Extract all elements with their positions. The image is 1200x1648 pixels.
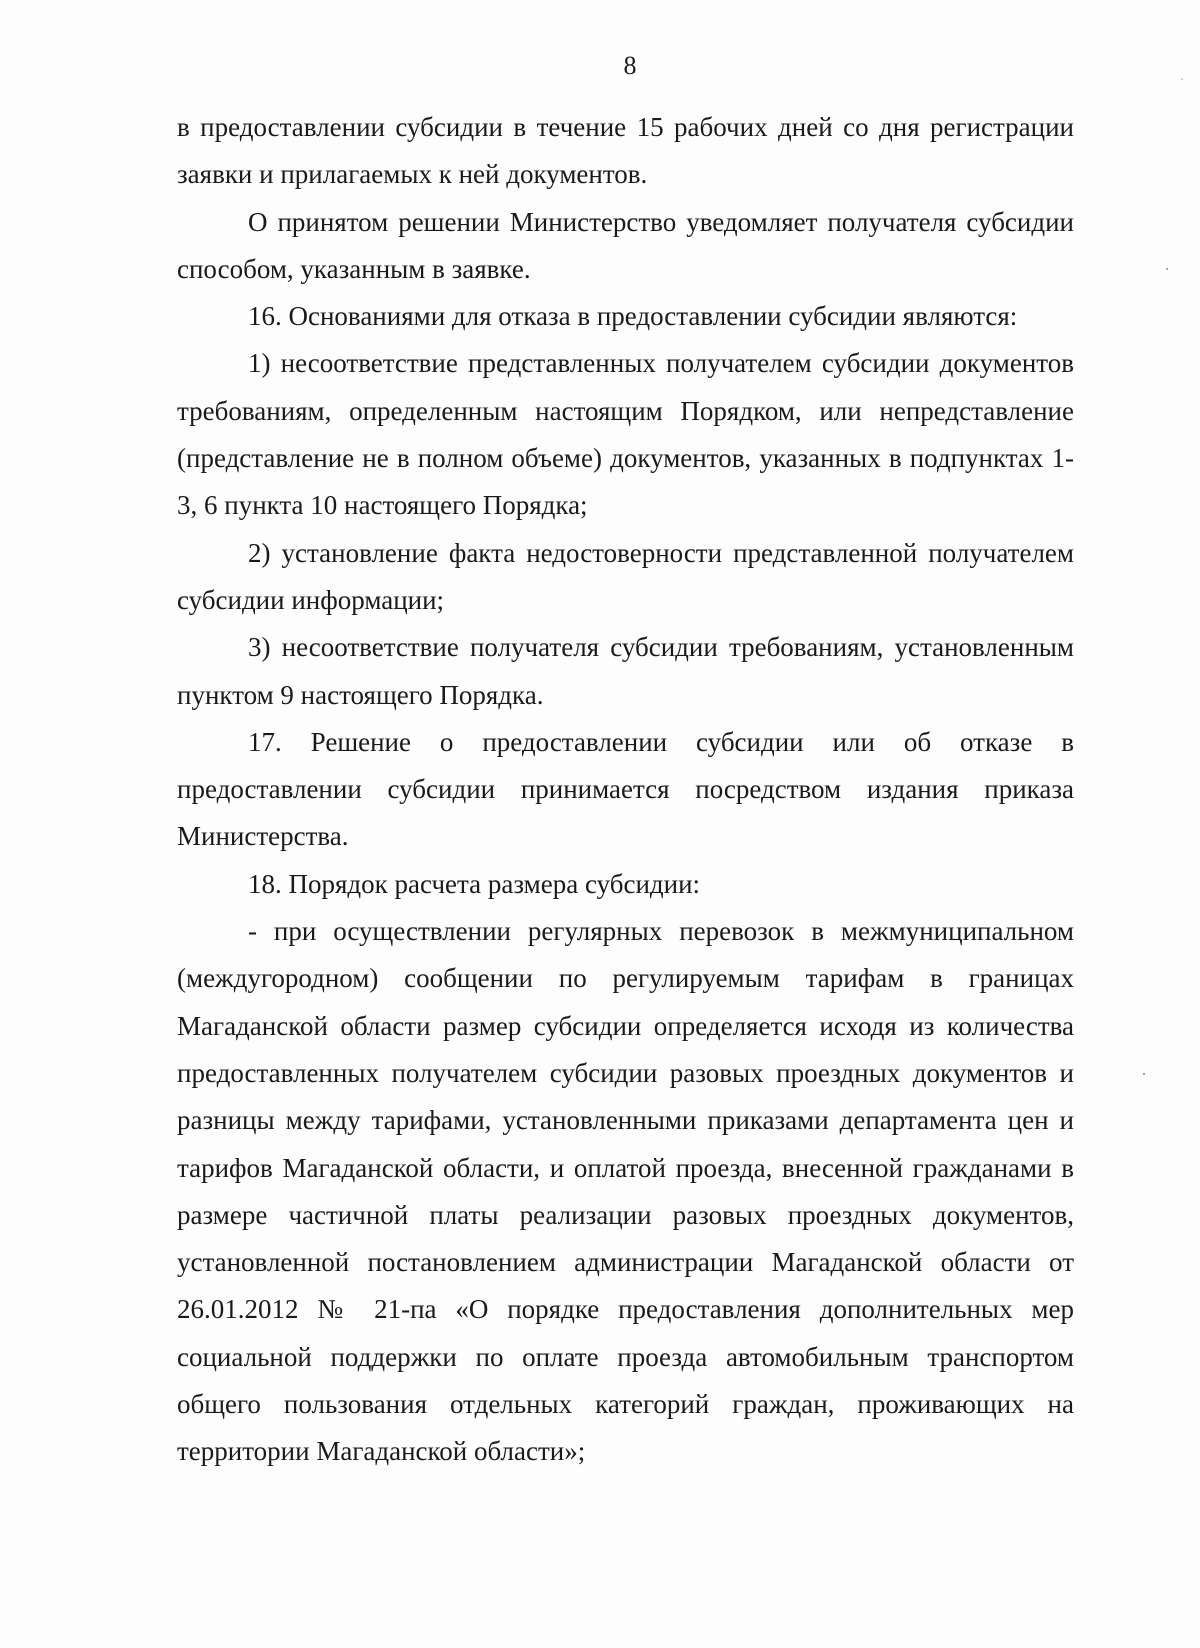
- paragraph-17: 17. Решение о предоставлении субсидии или об отказе в предоставлении субсидии принимается посредством издания приказа Министерства.: [177, 726, 1074, 852]
- document-body: [177, 104, 1074, 1476]
- page-number: 8: [623, 51, 637, 80]
- paragraph-16-item-1: 1) несоответствие представленных получателем субсидии документов требованиям, определенным настоящим Порядком, или непредставление (представление не в полном объеме) документов, указанных в подпунктах 1-3, 6 пункта 10 настоящего Порядка;: [177, 348, 1074, 521]
- paragraph-16-item-3: 3) несоответствие получателя субсидии требованиям, установленным пунктом 9 настоящего Порядка.: [177, 632, 1074, 710]
- scan-speck: [1166, 268, 1168, 270]
- paragraph-18-heading: 18. Порядок расчета размера субсидии:: [248, 868, 701, 899]
- paragraph-continuation: в предоставлении субсидии в течение 15 рабочих дней со дня регистрации заявки и прилагаемых к ней документов.: [177, 112, 1074, 190]
- paragraph-18-item: - при осуществлении регулярных перевозок в межмуниципальном (междугородном) сообщении по регулируемым тарифам в границах Магаданской области размер субсидии определяется исходя из количества предоставленных получателем субсидии разовых проездных документов и разницы между тарифами, установленными приказами департамента цен и тарифов Магаданской области, и оплатой проезда, внесенной гражданами в размере частичной платы реализации разовых проездных документов, установленной постановлением администрации Магаданской области от 26.01.2012 № 21-па «О порядке предоставления дополнительных мер социальной поддержки по оплате проезда автомобильным транспортом общего пользования отдельных категорий граждан, проживающих на территории Магаданской области»;: [177, 916, 1074, 1467]
- scan-speck: [1181, 78, 1183, 80]
- paragraph-16-heading: 16. Основаниями для отказа в предоставлении субсидии являются:: [248, 301, 1018, 332]
- paragraph-notification: О принятом решении Министерство уведомляет получателя субсидии способом, указанным в заявке.: [177, 206, 1074, 284]
- paragraph-16-item-2: 2) установление факта недостоверности представленной получателем субсидии информации;: [177, 537, 1074, 615]
- scan-speck: [1143, 1073, 1145, 1075]
